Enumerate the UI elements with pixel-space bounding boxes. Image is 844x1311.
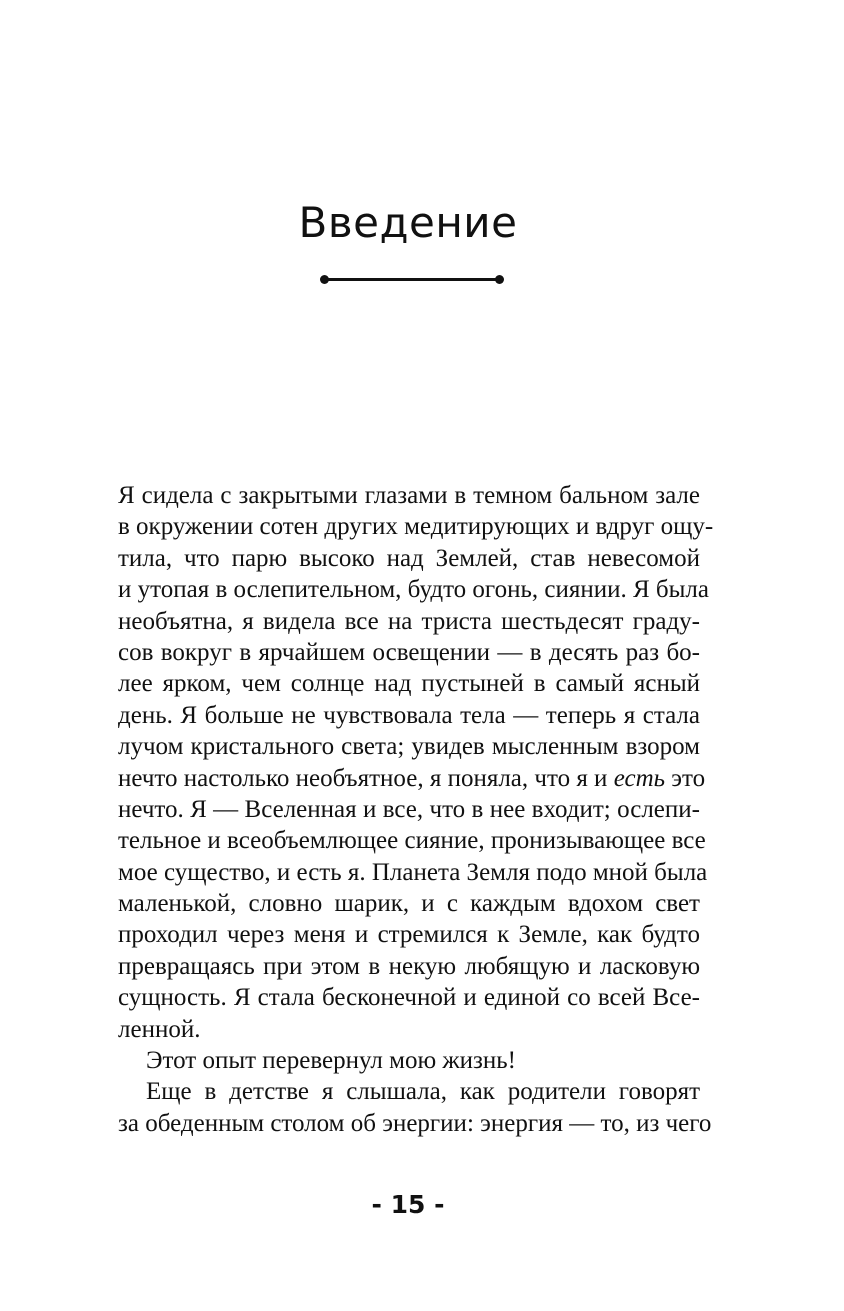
text-line: необъятна, я видела все на триста шестьдесят граду- <box>118 607 700 635</box>
text-line: маленькой, словно шарик, и с каждым вдохом свет <box>118 890 700 918</box>
title-divider-ornament <box>320 272 504 286</box>
text-line: лучом кристального света; увидев мысленным взором <box>118 733 700 761</box>
text-line: Этот опыт перевернул мою жизнь! <box>146 1047 517 1075</box>
body-text <box>118 480 714 1139</box>
text-segment: нечто настолько необъятное, я поняла, что я и <box>118 764 608 792</box>
text-line: проходил через меня и стремился к Земле, как будто <box>118 921 700 949</box>
text-line: день. Я больше не чувствовала тела — теперь я стала <box>118 701 700 729</box>
divider-dot-right <box>495 275 504 284</box>
text-line: нечто. Я — Вселенная и все, что в нее входит; ослепи- <box>118 795 700 823</box>
text-line: тельное и всеобъемлющее сияние, пронизывающее все <box>118 827 706 855</box>
text-line-with-emphasis <box>118 763 706 794</box>
text-line: тила, что парю высоко над Землей, став невесомой <box>118 544 700 572</box>
text-line: в окружении сотен других медитирующих и вдруг ощу- <box>118 513 714 541</box>
text-line: лее ярком, чем солнце над пустыней в самый ясный <box>118 670 700 698</box>
text-line: превращаясь при этом в некую любящую и ласковую <box>118 952 700 980</box>
text-segment: это <box>665 764 706 792</box>
text-line: и утопая в ослепительном, будто огонь, сиянии. Я была <box>118 576 709 604</box>
text-line: сов вокруг в ярчайшем освещении — в десять раз бо- <box>118 638 700 666</box>
text-line: ленной. <box>118 1015 201 1043</box>
text-line: за обеденным столом об энергии: энергия — то, из чего <box>118 1109 712 1137</box>
chapter-title: Введение <box>298 198 518 247</box>
divider-line <box>326 278 498 281</box>
text-line: сущность. Я стала бесконечной и единой со всей Все- <box>118 984 700 1012</box>
text-line: мое существо, и есть я. Планета Земля подо мной была <box>118 858 708 886</box>
emphasized-word: есть <box>613 764 665 792</box>
text-line: Я сидела с закрытыми глазами в темном бальном зале <box>118 482 700 509</box>
page-number: - 15 - <box>371 1190 445 1219</box>
text-line: Еще в детстве я слышала, как родители говорят <box>146 1078 700 1106</box>
